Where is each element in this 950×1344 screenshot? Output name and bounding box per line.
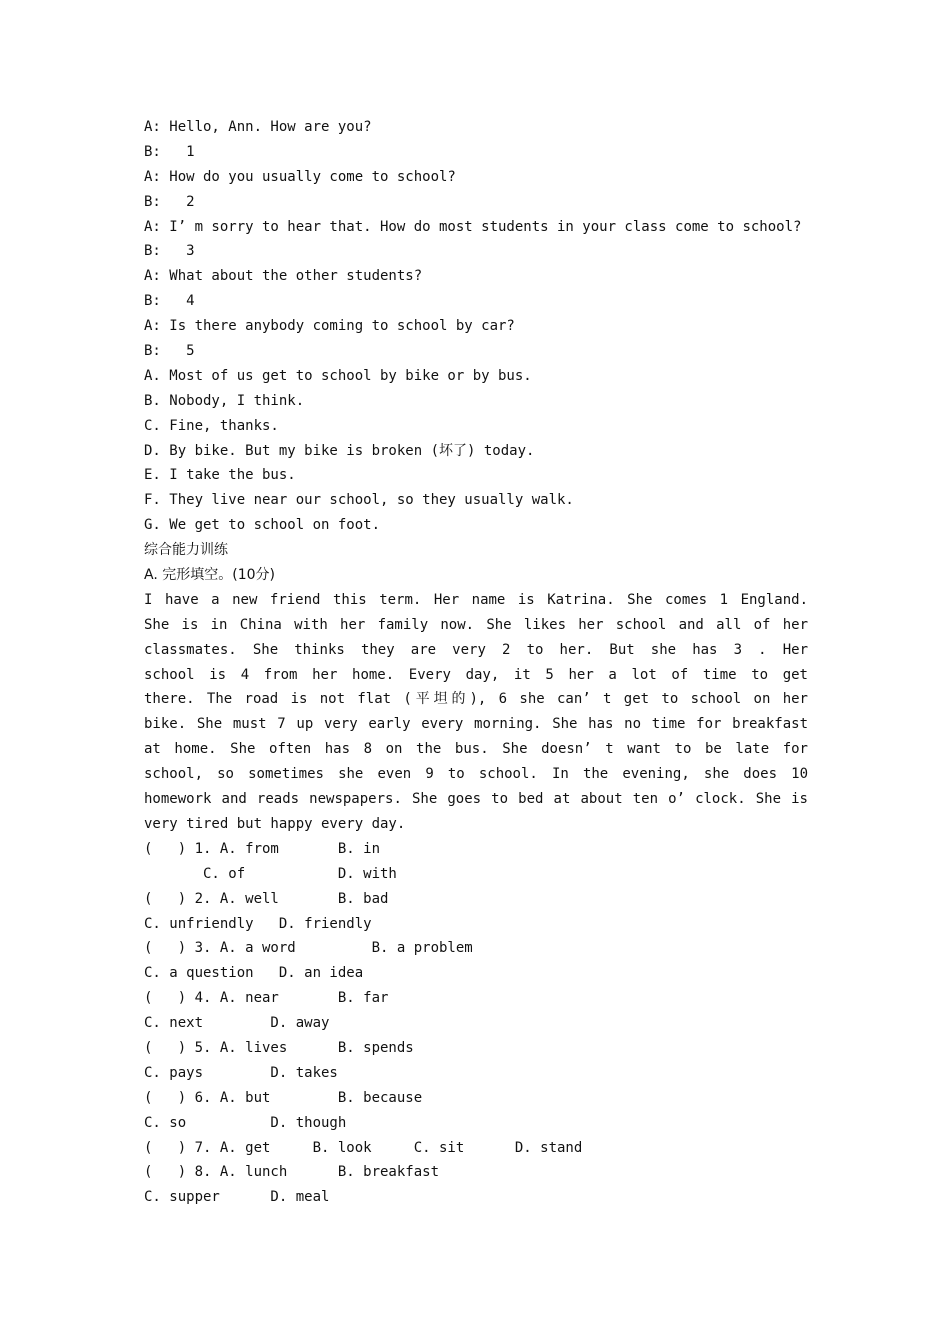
passage-line: there. The road is not flat (平坦的), 6 she can’ t get to school on her [144,691,808,708]
passage-line: at home. She often has 8 on the bus. She doesn’ t want to be late for [144,741,808,758]
dialogue-line: A: I’ m sorry to hear that. How do most students in your class come to school? [144,218,802,235]
dialogue-line: A: Hello, Ann. How are you? [144,119,372,135]
passage-line: very tired but happy every day. [144,815,406,832]
passage-line: bike. She must 7 up very early every morning. She has no time for breakfast [144,716,808,733]
passage-line: classmates. She thinks they are very 2 to her. But she has 3 . Her [144,641,808,658]
dialogue-line: A: How do you usually come to school? [144,168,456,185]
dialogue-line: A: Is there anybody coming to school by car? [144,318,515,335]
option-item: B. Nobody, I think. [144,392,305,409]
question-line: ( ) 8. A. lunch B. breakfast [144,1164,440,1181]
subsection-title: A. 完形填空。(10分) [144,567,275,584]
question-line: C. unfriendly D. friendly [144,915,372,932]
dialogue-line: B: 2 [144,193,195,210]
dialogue-line: B: 5 [144,343,195,360]
question-line: ( ) 5. A. lives B. spends [144,1039,414,1056]
question-line: ( ) 4. A. near B. far [144,990,389,1007]
question-line: ( ) 2. A. well B. bad [144,890,389,907]
passage-line: homework and reads newspapers. She goes to bed at about ten o’ clock. She is [144,791,808,808]
section-title: 综合能力训练 [144,542,228,559]
dialogue-line: B: 4 [144,293,195,310]
question-list [144,837,808,1210]
question-line: ( ) 1. A. from B. in [144,840,381,857]
option-item: C. Fine, thanks. [144,417,279,434]
dialogue-line: A: What about the other students? [144,268,423,285]
question-line: ( ) 3. A. a word B. a problem [144,940,473,957]
dialogue-section [144,115,808,364]
option-item: A. Most of us get to school by bike or by bus. [144,367,532,384]
cloze-passage [144,588,808,837]
option-item: D. By bike. But my bike is broken (坏了) today. [144,442,535,459]
document-page [144,115,808,1210]
passage-line: school is 4 from her home. Every day, it 5 her a lot of time to get [144,666,808,683]
passage-line: school, so sometimes she even 9 to school. In the evening, she does 10 [144,766,808,783]
question-line: ( ) 7. A. get B. look C. sit D. stand [144,1139,583,1156]
question-line: C. supper D. meal [144,1189,330,1206]
question-line: ( ) 6. A. but B. because [144,1089,423,1106]
passage-line: She is in China with her family now. She likes her school and all of her [144,616,808,633]
passage-line: I have a new friend this term. Her name is Katrina. She comes 1 England. [144,591,808,608]
option-item: F. They live near our school, so they usually walk. [144,492,574,509]
question-line: C. next D. away [144,1015,330,1032]
question-line: C. pays D. takes [144,1064,338,1081]
option-item: G. We get to school on foot. [144,517,381,534]
question-line: C. a question D. an idea [144,965,364,982]
dialogue-line: B: 1 [144,143,195,160]
dialogue-line: B: 3 [144,243,195,260]
question-line: C. so D. though [144,1114,347,1131]
options-list [144,364,808,538]
question-line: C. of D. with [144,865,397,882]
option-item: E. I take the bus. [144,467,296,484]
